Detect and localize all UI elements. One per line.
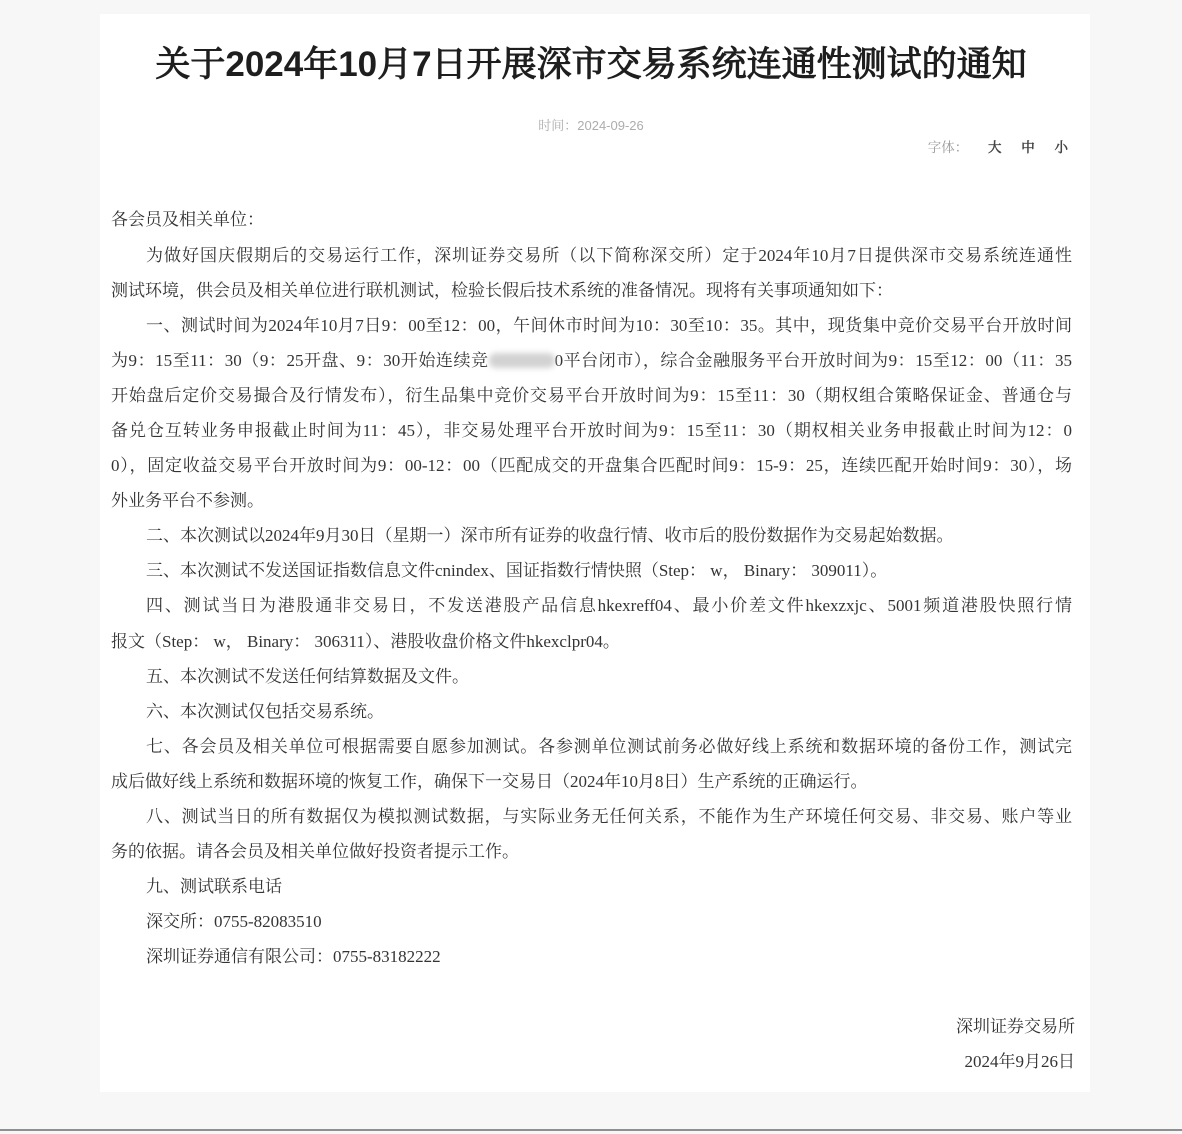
notice-paragraph [111, 939, 1072, 974]
paragraph-line: 八、测试当日的所有数据仅为模拟测试数据，与实际业务无任何关系，不能作为生产环境任何交易、非交易、账户等业 [146, 807, 1072, 827]
notice-paragraph [111, 694, 1072, 729]
paragraph-line: 深交所：0755-82083510 [146, 912, 322, 932]
paragraph-line: 五、本次测试不发送任何结算数据及文件。 [146, 666, 469, 686]
notice-paragraph [111, 308, 1072, 519]
paragraph-line: 一、测试时间为2024年10月7日9：00至12：00，午间休市时间为10：30至10：35。其中，现货集中竞价交易平台开放时间 [146, 315, 1072, 335]
paragraph-line: 为做好国庆假期后的交易运行工作，深圳证券交易所（以下简称深交所）定于2024年10月7日提供深市交易系统连通性 [146, 245, 1072, 265]
paragraph-line: 七、各会员及相关单位可根据需要自愿参加测试。各参测单位测试前务必做好线上系统和数据环境的备份工作，测试完 [146, 736, 1072, 756]
notice-paragraph [111, 799, 1072, 869]
paragraph-line: 开始盘后定价交易撮合及行情发布），衍生品集中竞价交易平台开放时间为9：15至11：30（期权组合策略保证金、普通仓与 [111, 385, 1072, 405]
font-size-small-button[interactable]: 小 [1054, 140, 1068, 155]
paragraph-line: 备兑仓互转业务申报截止时间为11：45），非交易处理平台开放时间为9：15至11：30（期权相关业务申报截止时间为12：0 [111, 421, 1072, 440]
paragraph-line: 九、测试联系电话 [146, 877, 282, 897]
signature-date: 2024年9月26日 [964, 1051, 1075, 1071]
notice-paragraph [111, 904, 1072, 939]
notice-body [111, 202, 1072, 974]
paragraph-line [111, 343, 1072, 378]
paragraph-line: 深圳证券通信有限公司：0755-83182222 [146, 947, 441, 967]
redacted-blur [489, 353, 555, 368]
salutation: 各会员及相关单位： [111, 210, 264, 230]
signature-issuer: 深圳证券交易所 [956, 1017, 1075, 1036]
page-title: 关于2024年10月7日开展深市交易系统连通性测试的通知 [155, 45, 1027, 84]
paragraph-line: 二、本次测试以2024年9月30日（星期一）深市所有证券的收盘行情、收市后的股份数据作为交易起始数据。 [146, 526, 954, 546]
notice-paragraph [111, 518, 1072, 553]
font-size-medium-button[interactable]: 中 [1021, 140, 1035, 155]
notice-paragraph [111, 869, 1072, 904]
paragraph-line: 务的依据。请各会员及相关单位做好投资者提示工作。 [111, 842, 519, 862]
paragraph-line: 六、本次测试仅包括交易系统。 [146, 701, 384, 721]
font-size-control [928, 138, 1068, 158]
line-text-after-blur: 0平台闭市），综合金融服务平台开放时间为9：15至12：00（11：35 [554, 350, 1072, 370]
font-size-large-button[interactable]: 大 [987, 140, 1002, 155]
notice-paragraph [111, 238, 1072, 308]
notice-paragraph [111, 553, 1072, 588]
notice-paragraph [111, 729, 1072, 799]
line-text-before-blur: 为9：15至11：30（9：25开盘、9：30开始连续竞 [111, 350, 489, 370]
paragraph-line: 0），固定收益交易平台开放时间为9：00-12：00（匹配成交的开盘集合匹配时间9：15-9：25，连续匹配开始时间9：30），场 [111, 456, 1072, 476]
signature-block [956, 1010, 1075, 1079]
notice-paragraph [111, 588, 1072, 658]
publish-time: 时间：2024-09-26 [538, 118, 644, 133]
paragraph-line: 三、本次测试不发送国证指数信息文件cnindex、国证指数行情快照（Step： w， Binary： 309011）。 [146, 561, 888, 581]
font-size-label: 字体： [927, 140, 969, 155]
paragraph-line: 测试环境，供会员及相关单位进行联机测试，检验长假后技术系统的准备情况。现将有关事项通知如下： [111, 280, 893, 300]
paragraph-line: 成后做好线上系统和数据环境的恢复工作，确保下一交易日（2024年10月8日）生产系统的正确运行。 [111, 771, 868, 791]
notice-paragraph [111, 659, 1072, 694]
paragraph-line: 四、测试当日为港股通非交易日，不发送港股产品信息hkexreff04、最小价差文件hkexzxjc、5001频道港股快照行情 [146, 596, 1072, 616]
paragraph-line: 报文（Step： w， Binary： 306311）、港股收盘价格文件hkexclpr04。 [111, 631, 620, 651]
paragraph-line: 外业务平台不参测。 [111, 491, 264, 511]
bottom-divider [0, 1129, 1182, 1131]
